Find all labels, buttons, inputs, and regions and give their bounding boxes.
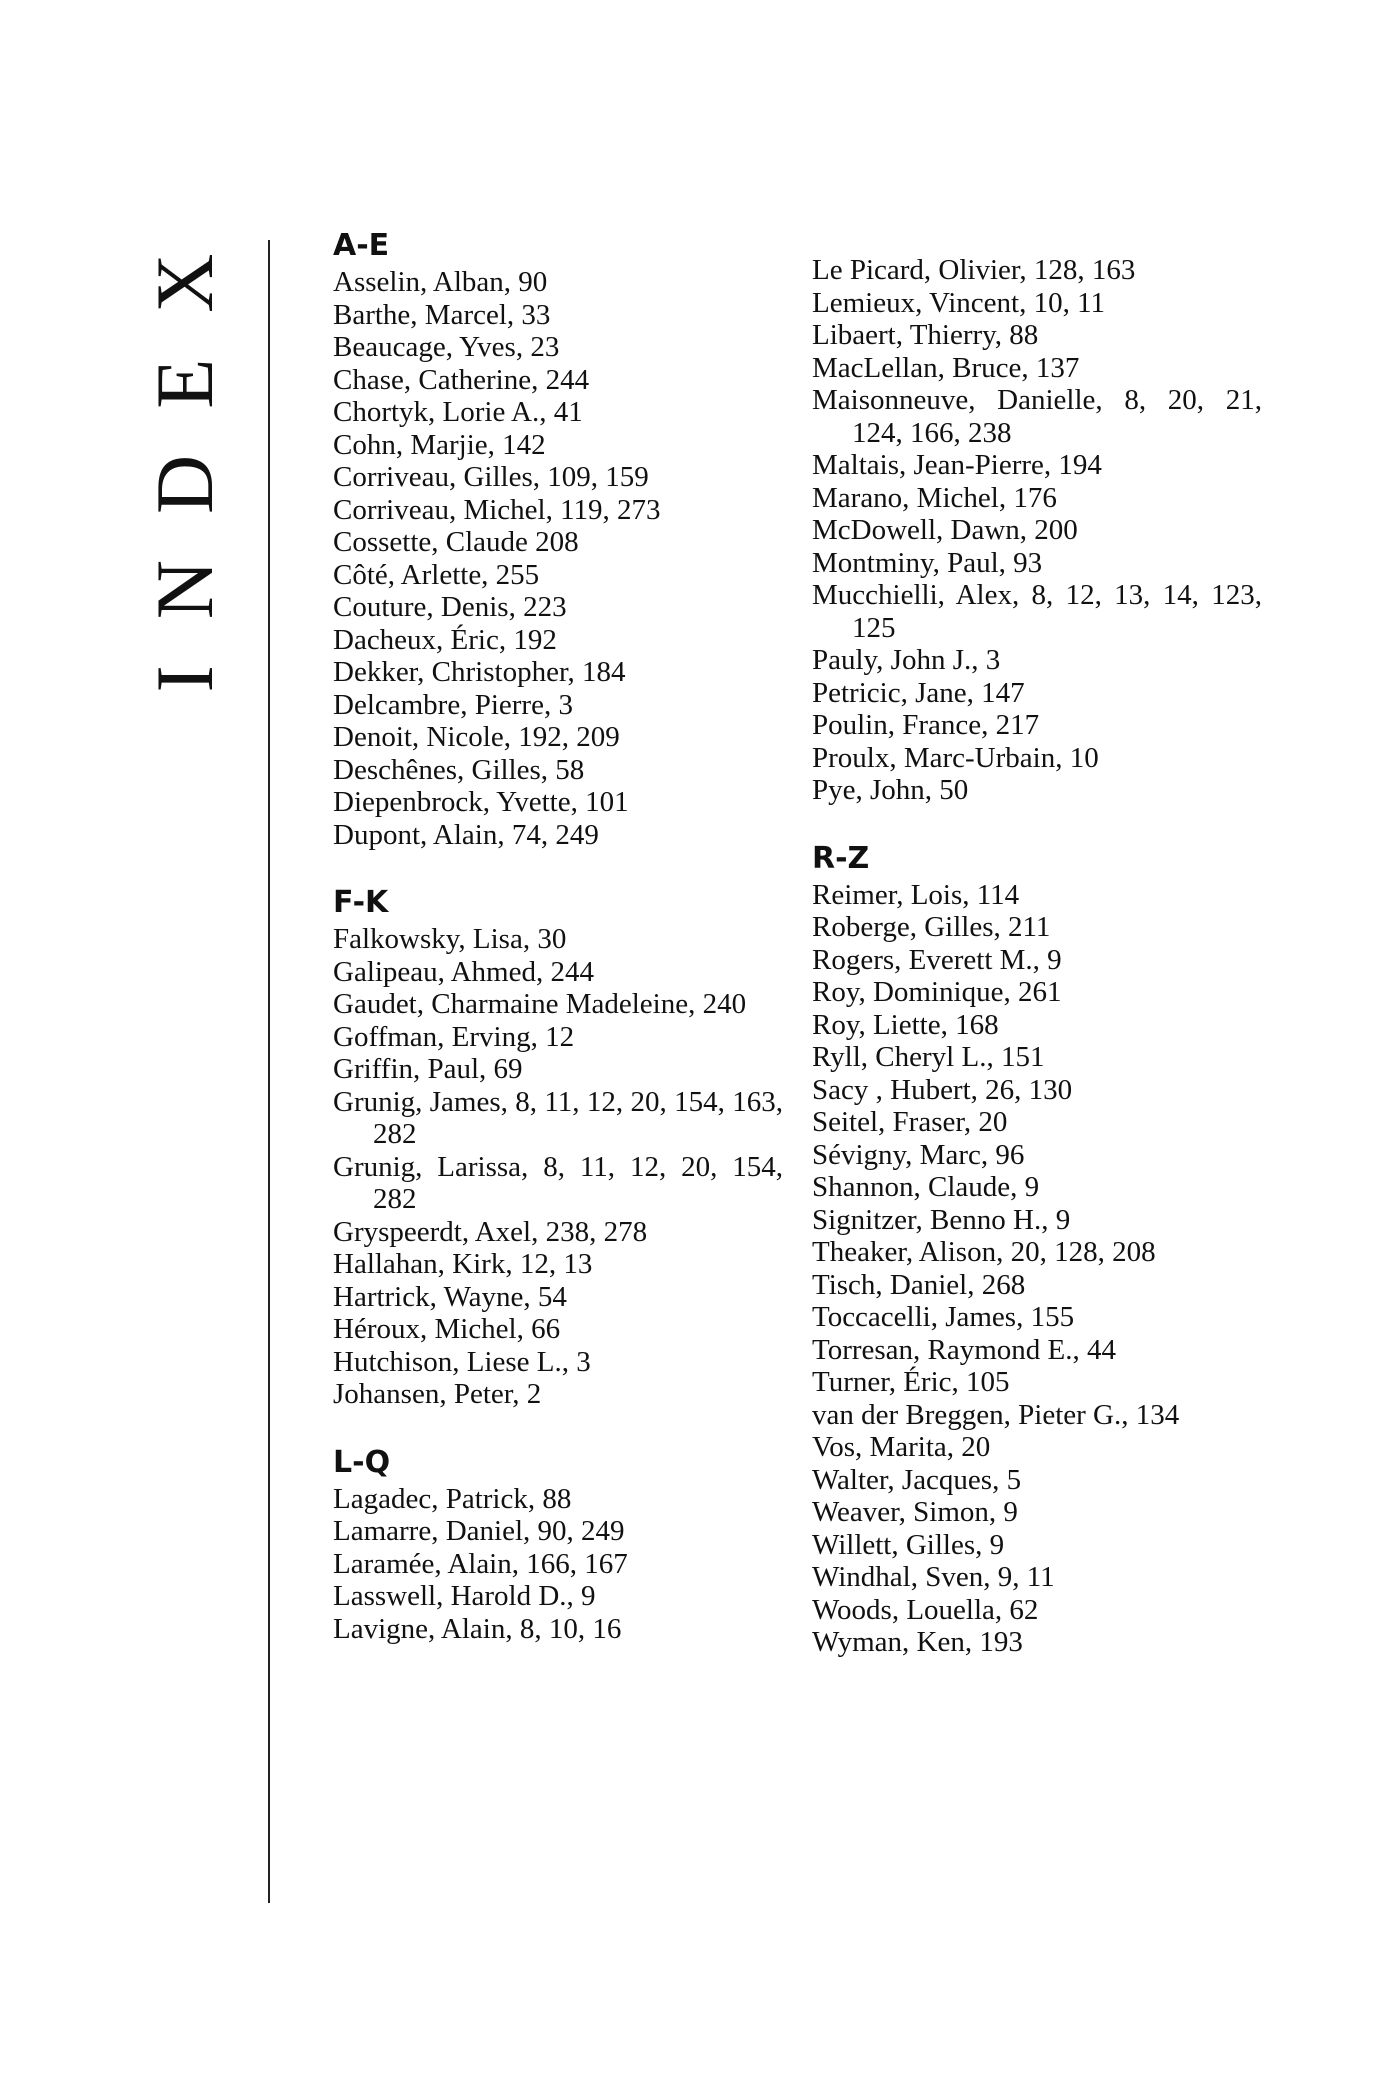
index-entry: Gryspeerdt, Axel, 238, 278 — [333, 1215, 648, 1248]
index-entry: Goffman, Erving, 12 — [333, 1020, 575, 1053]
index-entry: Falkowsky, Lisa, 30 — [333, 923, 567, 955]
index-entry: Montminy, Paul, 93 — [812, 546, 1043, 579]
index-entry: Poulin, France, 217 — [812, 709, 1040, 741]
index-entry: Pauly, John J., 3 — [812, 644, 1001, 676]
index-entry: Pye, John, 50 — [812, 774, 969, 806]
index-entry: Couture, Denis, 223 — [333, 591, 567, 623]
index-section — [333, 1443, 783, 1646]
index-entry: Barthe, Marcel, 33 — [333, 298, 551, 331]
index-entry: Dupont, Alain, 74, 249 — [333, 818, 599, 851]
index-entry: Lamarre, Daniel, 90, 249 — [333, 1515, 625, 1547]
index-entry: Rogers, Everett M., 9 — [812, 943, 1062, 976]
index-entry: Wyman, Ken, 193 — [812, 1626, 1023, 1658]
index-entry: Maisonneuve, Danielle, 8, 20, 21, 124, 166, 238 — [812, 384, 1262, 449]
index-entry: Shannon, Claude, 9 — [812, 1171, 1040, 1203]
index-entry: Toccacelli, James, 155 — [812, 1301, 1075, 1333]
index-entry: Asselin, Alban, 90 — [333, 266, 548, 298]
index-section — [812, 839, 1262, 1659]
index-entry: Chase, Catherine, 244 — [333, 363, 590, 396]
index-entry: Corriveau, Gilles, 109, 159 — [333, 461, 649, 493]
index-entry: Delcambre, Pierre, 3 — [333, 688, 573, 721]
index-entry: Reimer, Lois, 114 — [812, 878, 1020, 911]
vertical-divider — [268, 240, 270, 1903]
index-entry: Lavigne, Alain, 8, 10, 16 — [333, 1612, 622, 1645]
index-entry: Seitel, Fraser, 20 — [812, 1106, 1008, 1138]
index-entry: Denoit, Nicole, 192, 209 — [333, 721, 620, 753]
index-entry: Roy, Liette, 168 — [812, 1008, 999, 1041]
index-entry: Tisch, Daniel, 268 — [812, 1268, 1026, 1301]
index-entry: Beaucage, Yves, 23 — [333, 331, 560, 363]
index-entry: Mucchielli, Alex, 8, 12, 13, 14, 123, 125 — [812, 579, 1262, 644]
index-entry: Côté, Arlette, 255 — [333, 558, 540, 591]
index-entry: MacLellan, Bruce, 137 — [812, 351, 1080, 384]
index-entry: Cohn, Marjie, 142 — [333, 428, 546, 461]
index-entry: Sévigny, Marc, 96 — [812, 1138, 1025, 1171]
right-column — [812, 254, 1262, 1691]
index-entry: Woods, Louella, 62 — [812, 1593, 1039, 1626]
index-entry: Roberge, Gilles, 211 — [812, 911, 1051, 943]
index-entry: Maltais, Jean-Pierre, 194 — [812, 449, 1102, 481]
index-entry: Hutchison, Liese L., 3 — [333, 1345, 591, 1378]
index-entry: Petricic, Jane, 147 — [812, 676, 1025, 709]
index-entry: Héroux, Michel, 66 — [333, 1313, 561, 1345]
index-entry: Marano, Michel, 176 — [812, 481, 1057, 514]
section-heading: A-E — [333, 228, 390, 263]
index-entry: Vos, Marita, 20 — [812, 1431, 991, 1463]
index-entry: Sacy , Hubert, 26, 130 — [812, 1073, 1073, 1106]
index-entry: Torresan, Raymond E., 44 — [812, 1333, 1117, 1366]
index-section — [333, 883, 783, 1411]
index-entry: Diepenbrock, Yvette, 101 — [333, 786, 629, 818]
index-entry: Walter, Jacques, 5 — [812, 1463, 1022, 1496]
index-title-block — [135, 207, 235, 693]
index-entry: McDowell, Dawn, 200 — [812, 514, 1078, 546]
index-entry: Lagadec, Patrick, 88 — [333, 1482, 572, 1515]
index-entry: Deschênes, Gilles, 58 — [333, 753, 585, 786]
index-entry: Chortyk, Lorie A., 41 — [333, 396, 583, 428]
index-entry: Dekker, Christopher, 184 — [333, 656, 626, 688]
index-entry: Griffin, Paul, 69 — [333, 1053, 523, 1085]
section-heading: F-K — [333, 885, 389, 920]
left-column — [333, 226, 783, 1677]
index-section — [812, 254, 1262, 807]
index-entry: Turner, Éric, 105 — [812, 1366, 1010, 1398]
index-entry: Galipeau, Ahmed, 244 — [333, 955, 594, 988]
index-entry: Weaver, Simon, 9 — [812, 1496, 1018, 1528]
index-entry: van der Breggen, Pieter G., 134 — [812, 1398, 1180, 1431]
index-entry: Roy, Dominique, 261 — [812, 976, 1062, 1008]
index-entry: Cossette, Claude 208 — [333, 526, 579, 558]
index-entry: Libaert, Thierry, 88 — [812, 319, 1039, 351]
section-heading: L-Q — [333, 1444, 391, 1480]
index-entry: Ryll, Cheryl L., 151 — [812, 1041, 1045, 1073]
index-entry: Hallahan, Kirk, 12, 13 — [333, 1248, 593, 1280]
index-entry: Windhal, Sven, 9, 11 — [812, 1561, 1055, 1593]
index-entry: Theaker, Alison, 20, 128, 208 — [812, 1236, 1156, 1268]
page-title: INDEX — [139, 207, 230, 693]
index-entry: Lasswell, Harold D., 9 — [333, 1580, 596, 1612]
index-entry: Le Picard, Olivier, 128, 163 — [812, 254, 1136, 286]
index-entry: Johansen, Peter, 2 — [333, 1378, 542, 1410]
index-entry: Laramée, Alain, 166, 167 — [333, 1547, 628, 1580]
index-entry: Proulx, Marc-Urbain, 10 — [812, 741, 1099, 774]
index-entry: Corriveau, Michel, 119, 273 — [333, 493, 661, 526]
index-entry: Grunig, James, 8, 11, 12, 20, 154, 163, 282 — [333, 1085, 783, 1150]
index-entry: Dacheux, Éric, 192 — [333, 623, 557, 656]
index-entry: Grunig, Larissa, 8, 11, 12, 20, 154, 282 — [333, 1150, 783, 1215]
index-entry: Lemieux, Vincent, 10, 11 — [812, 286, 1106, 319]
index-entry: Hartrick, Wayne, 54 — [333, 1280, 567, 1313]
index-section — [333, 226, 783, 851]
index-entry: Willett, Gilles, 9 — [812, 1528, 1005, 1561]
index-entry: Gaudet, Charmaine Madeleine, 240 — [333, 988, 747, 1020]
section-heading: R-Z — [812, 840, 870, 876]
index-entry: Signitzer, Benno H., 9 — [812, 1203, 1071, 1236]
